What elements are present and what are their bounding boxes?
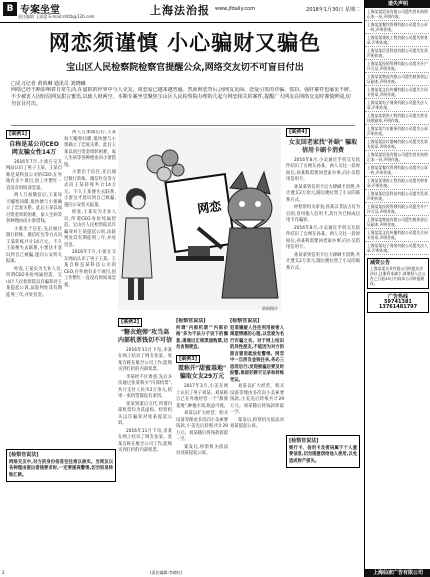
case1-paragraph: 两人互加微信后,王某每天嘘寒问暖,很快便与小蕾确立了恋爱关系。此后王某以项目资金周转困难、家人生病等各种理由向小蕾借钱。 [64,130,116,168]
case2-paragraph: 2016年11月下旬,李某在网上结识了网友张某。张某自称在航空公司工作,能购买到打折的内部机票。 [118,428,172,453]
page-subtitle: 宝山区人民检察院检察官提醒公众,网络交友切不可盲目付出 [66,63,304,73]
page-header [0,0,362,23]
case2-title: "糖衣炮弹"攻当高 内部机票钱切不可信 [118,328,172,344]
paper-masthead: 上海法治报 [150,4,210,17]
case1-paragraph: 2016年7月,小蕾在交友网站认识了男子王某。王某自称是某科技公司的CEO,在外地有多个项目,因工作繁忙一直没有时间谈恋爱。 [64,250,116,288]
case1-tag: [案例1] [6,130,30,139]
case3-tag: [案例3] [176,355,200,364]
article-column-mid [176,318,228,568]
section-logo: B [3,2,17,16]
case3-paragraph: 案发后,检察机关依法对刘某提起公诉。 [176,444,228,456]
case4-title: 女友回老家找"补缺" 骗取信用卡刷卡消费 [288,138,358,154]
case4-paragraph: 2016年8月,小吴通过手机交友软件结识了女网友孙某。两人交往一段时间后,孙某称需要回老家办事,向小吴借用信用卡。 [286,225,360,250]
case4-paragraph: 孙某拿到信用卡后大肆刷卡消费,共计透支2万余元,随后便拉黑了小吴的联系方式。 [286,184,360,203]
ad-item: 上海某某物流有限公司遗失税务登记证副本,声明作废。 [365,73,430,86]
ad-item: 上海某某电子商务有限公司遗失法人章,声明作废。 [365,99,430,112]
case3-paragraph: 案发后,检察机关依法对刘某提起公诉。 [230,417,284,429]
editor-footer: (责任编辑:李晓红) [150,570,183,575]
byline: □见习记者 黄荷琳 通讯员 刘晓曦 [11,81,86,87]
case1-paragraph: 2016年7月,小蕾在交友网站认识了男子王某。王某自称是某科技公司的CEO,在外地有多个项目,因工作繁忙一直没有时间谈恋爱。 [6,159,62,191]
ad-item: 上海某某投资管理有限公司遗失开户许可证,声明作废。 [365,203,430,216]
article-column-commentary [230,318,284,568]
commentary-tag: [检察官说法] [289,438,319,444]
article-column-case2 [118,318,172,568]
section-name: 专案坐堂 [20,5,60,16]
case1-title: 自称是某公司CEO 网友骗女性14万 [9,140,59,156]
case1-paragraph: 经查,王某实为无业人员,所谓CEO身份纯属捏造。宝山区人民检察院以诈骗罪对王某提起公诉,法院判处其有期徒刑三年,并处罚金。 [64,210,116,248]
notice-text: 上海某某实业有限公司经股东会决议,注册资本减少,请债权人自公告之日起45日内向本公司申报债权。 [370,266,426,286]
case4-paragraph: 2016年8月,小吴通过手机交友软件结识了女网友孙某。两人交往一段时间后,孙某称需要回老家办事,向小吴借用信用卡。 [286,157,360,182]
screen-text: 网恋 [196,199,223,217]
illustration-caption: 资料图片 [262,306,278,311]
case4-paragraph: 经检察机关审查,孙某以非法占有为目的,冒用他人信用卡,其行为已构成信用卡诈骗罪。 [286,205,360,223]
case1-paragraph: 小蕾出于信任,先后通过银行转账、微信红包等方式向王某转账共计14万元。不久王某便失去联系,小蕾这才意识到自己被骗,遂向公安机关报案。 [64,170,116,208]
hotline-number[interactable]: 59741381 [384,299,412,305]
ads-header: 遗失声明 [365,0,430,8]
classified-ads-column [364,0,430,577]
commentary-case1 [6,446,116,566]
ad-agency: 上海仙家广告有限公司 [365,569,430,577]
case1-paragraph: 经查,王某实为无业人员,所谓CEO身份纯属捏造。宝山区人民检察院以诈骗罪对王某提起公诉,法院判处其有期徒刑三年,并处罚金。 [6,266,62,298]
case4-paragraph: 孙某拿到信用卡后大肆刷卡消费,共计透支2万余元,随后便拉黑了小吴的联系方式。 [286,252,360,271]
case3-title: 谎称开"甜蜜基地" 骗取女友29万元 [177,365,227,380]
case2-paragraph: 2016年11月下旬,李某在网上结识了网友张某。张某自称在航空公司工作,能购买到打折的内部机票。 [118,347,172,372]
commentary-body: 犯罪嫌疑人往往利用被害人渴望情感的心理,以恋爱为名行诈骗之实。对于网上结识的异性朋友,不能因为对方的甜言蜜语就放松警惕。网恋中一旦涉及金钱往来,务必三思而后行;发现被骗后要及时报警,保留好聊天记录和转账凭证。 [230,325,284,383]
ad-item: 上海某某电子商务有限公司遗失法人章,声明作废。 [365,242,430,255]
article-column-case1-cont [64,130,116,440]
ad-item: 上海某某信息科技有限公司遗失发票,声明作废。 [365,47,430,60]
lede-paragraph: 网络已经不断影响着日常生活,在虚拟的世界中与人交友、谈恋爱已越来越普遍。然而网恋背后,因网友见面、恋爱引发的诈骗、盗窃、强奸案件也屡见不鲜。不少被害人因轻信网友甜言蜜语,以致人财两空。本期专案坐堂聚焦宝山区人民检察院办理的几起与网恋相关的案件,提醒广大网友在网络交友时谨慎辨别,切勿盲目付出。 [11,87,355,126]
ad-hotline-box [367,292,429,313]
commentary-tag: [检察官说法] [230,318,260,324]
commentary-body: 网络交友中,对方的身份信息往往难以核实。当网友以各种理由提出借钱要求时,一定要提高警惕,切勿轻易转账汇款。 [9,459,113,478]
ad-item: 上海某某贸易有限公司遗失营业执照正本一份,声明作废。 [365,151,430,164]
page-number: 2 [2,570,5,575]
case1-paragraph: 小蕾出于信任,先后通过银行转账、微信红包等方式向王某转账共计14万元。不久王某便失去联系,小蕾这才意识到自己被骗,遂向公安机关报案。 [6,226,62,264]
case2-paragraph: 张某到案后交代,所谓内部机票均为其虚构。检察机关以诈骗罪对张某提起公诉。 [118,401,172,426]
notice-title: 减资公告 [370,260,391,266]
hotline-label: 广告热线 [387,294,408,300]
ad-item: 上海某某文化传播有限公司遗失合同专用章,声明作废。 [365,86,430,99]
hotline-mobile[interactable]: 13761481797 [378,304,418,310]
case3-paragraph: 刘某以扩大经营、购买设备等理由多次向小美索要钱款,小美先后转账共计29万元。刘某随后将钱款挥霍一空。 [176,411,228,442]
ad-item: 上海某某文化传播有限公司遗失合同专用章,声明作废。 [365,229,430,242]
ad-item: 上海某某建筑工程有限公司遗失财务章,声明作废。 [365,34,430,47]
ad-item: 上海某某医疗器械有限公司遗失发票专用章,声明作废。 [365,138,430,151]
page-title: 网恋须谨慎 小心骗财又骗色 [48,31,322,55]
case3-paragraph: 2017年3月,小美在网上认识了男子刘某。刘某称自己在外地经营一个"甜蜜基地",种植水果,收益可观。 [176,384,228,409]
ad-item: 上海某某汽车服务有限公司遗失公章,声明作废。 [365,125,430,138]
ad-item: 上海某某餐饮管理有限公司遗失公章一枚,声明作废。 [365,21,430,34]
editor-meta: 责任编辑 王淑蕾 E-mail:shfzb@126.com [18,14,95,19]
commentary-tag: [检察官说法] [9,452,39,458]
case3-paragraph: 刘某以扩大经营、购买设备等理由多次向小美索要钱款,小美先后转账共计29万元。刘某随后将钱款挥霍一空。 [230,384,284,415]
ad-item: 上海某某物流有限公司遗失税务登记证副本,声明作废。 [365,216,430,229]
ad-item: 上海某某信息科技有限公司遗失发票,声明作废。 [365,190,430,203]
commentary-body: 所谓"内部机票""内部价格"多为不法分子设下的圈套,请通过正规渠道购票,切勿贪图便宜。 [176,325,228,350]
commentary-case4 [286,432,360,566]
case1-paragraph: 两人互加微信后,王某每天嘘寒问暖,很快便与小蕾确立了恋爱关系。此后王某以项目资金周转困难、家人生病等各种理由向小蕾借钱。 [6,193,62,224]
paper-url[interactable]: www.jfdaily.com [215,6,256,12]
case2-paragraph: 李某经不住诱惑,先后多次通过张某购买"内部机票",共计支付人民币2万余元,结果一张机票都没有拿到。 [118,374,172,399]
case4-tag: [案例4] [286,128,310,137]
commentary-body: 银行卡、信用卡及密码属于个人重要信息,切勿随意借给他人使用,以免造成财产损失。 [289,445,357,464]
ad-item: 上海某某餐饮管理有限公司遗失公章一枚,声明作废。 [365,164,430,177]
commentary-tag: [检察官说法] [176,318,206,324]
illustration-svg [118,128,281,310]
issue-date: 2018年1月30日 星期二 [306,7,360,13]
notice-box [367,258,429,289]
case2-tag: [案例2] [118,318,142,327]
ad-item: 上海某某装饰工程有限公司遗失营业执照副本,声明作废。 [365,112,430,125]
article-column-case4 [286,128,360,428]
ad-item: 上海某某投资管理有限公司遗失开户许可证,声明作废。 [365,60,430,73]
ad-item: 上海某某建筑工程有限公司遗失财务章,声明作废。 [365,177,430,190]
ad-item: 上海某某贸易有限公司遗失营业执照正本一份,声明作废。 [365,8,430,21]
article-illustration [118,128,281,310]
